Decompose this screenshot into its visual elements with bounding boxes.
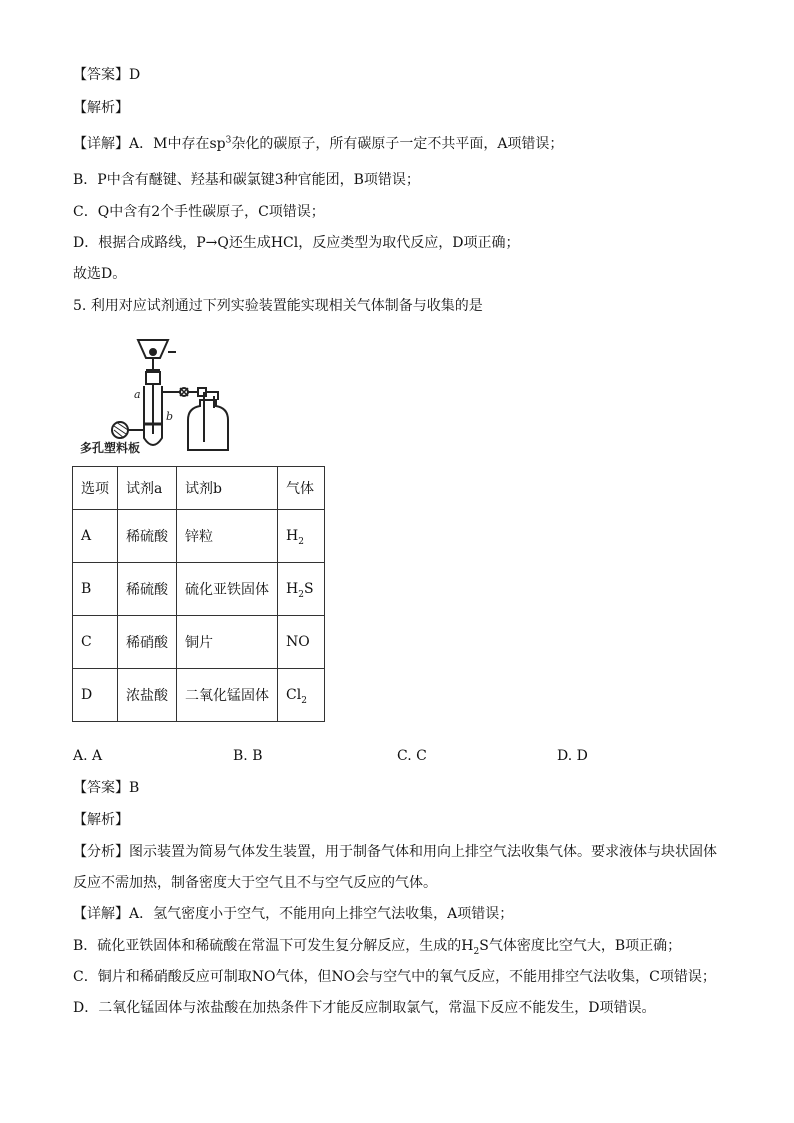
analysis-label-prev: [73, 98, 129, 118]
header-gas: 气体: [278, 467, 325, 510]
detail-b-post: S气体密度比空气大，B项正确；: [479, 938, 682, 954]
cell-reagent-a: 稀硫酸: [118, 510, 177, 563]
header-reagent-a: 试剂a: [118, 467, 177, 510]
answer-line: [73, 778, 139, 798]
choice-d: D. D: [557, 748, 588, 764]
cell-option: C: [73, 616, 118, 669]
question-stem: [73, 296, 483, 316]
cell-reagent-a: 稀硝酸: [118, 616, 177, 669]
answer-line-prev: [73, 65, 140, 85]
gas-sub: 2: [301, 695, 307, 706]
choice-c: C. C: [397, 748, 427, 764]
gas-main: Cl: [286, 687, 302, 703]
table-header-row: [73, 467, 325, 510]
gas-sub: 2: [298, 589, 304, 600]
detail-b-line: [73, 936, 681, 956]
gas-tail: S: [303, 581, 314, 597]
choice-a: A. A: [73, 748, 103, 764]
collection-bottle-icon: [188, 400, 228, 450]
cell-gas: [278, 669, 325, 722]
detail-a-sup: 3: [225, 135, 232, 146]
detail-label: 【详解】: [73, 136, 129, 152]
cell-reagent-a: 浓盐酸: [118, 669, 177, 722]
cell-gas: [278, 510, 325, 563]
header-option: 选项: [73, 467, 118, 510]
detail-a-line: [73, 904, 513, 924]
question-text: 利用对应试剂通过下列实验装置能实现相关气体制备与收集的是: [90, 298, 483, 314]
analysis-label: 【解析】: [73, 100, 129, 116]
header-reagent-b: 试剂b: [177, 467, 278, 510]
analysis-head: 【分析】: [73, 844, 129, 860]
answer-value: B: [129, 780, 140, 796]
detail-a-post: 杂化的碳原子，所有碳原子一定不共平面，A项错误；: [231, 136, 564, 152]
cell-gas: [278, 563, 325, 616]
gas-main: NO: [286, 634, 310, 650]
apparatus-figure: [78, 330, 278, 458]
label-a: a: [134, 388, 141, 401]
cell-reagent-b: 铜片: [177, 616, 278, 669]
cell-reagent-b: 二氧化锰固体: [177, 669, 278, 722]
analysis-label-line: [73, 810, 129, 830]
table-row: [73, 616, 325, 669]
answer-label: 【答案】: [73, 780, 129, 796]
detail-b-pre: B．硫化亚铁固体和稀硫酸在常温下可发生复分解反应，生成的H: [73, 938, 474, 954]
cell-option: A: [73, 510, 118, 563]
cell-gas: [278, 616, 325, 669]
detail-a-prev: [73, 134, 563, 154]
gas-main: H: [286, 528, 299, 544]
analysis-text-1: 图示装置为简易气体发生装置，用于制备气体和用向上排空气法收集气体。要求液体与块状固体: [129, 844, 717, 860]
table-row: [73, 669, 325, 722]
detail-b-sub: 2: [473, 946, 480, 957]
detail-d-line: D．二氧化锰固体与浓盐酸在加热条件下才能反应制取氯气，常温下反应不能发生，D项错误。: [73, 1000, 656, 1016]
options-table: [72, 466, 325, 722]
gas-sub: 2: [298, 536, 304, 547]
label-b: b: [166, 410, 174, 423]
plate-label: 多孔塑料板: [80, 441, 141, 455]
answer-label: 【答案】: [73, 67, 129, 83]
answer-value: D: [129, 67, 141, 83]
detail-d-prev: D．根据合成路线，P→Q还生成HCl，反应类型为取代反应，D项正确；: [73, 235, 520, 251]
gas-main: H: [286, 581, 299, 597]
detail-b-prev: B．P中含有醚键、羟基和碳氯键3种官能团，B项错误；: [73, 172, 420, 188]
cell-option: D: [73, 669, 118, 722]
question-number: 5.: [73, 298, 87, 314]
conclusion-prev: 故选D。: [73, 266, 127, 282]
detail-c-prev: C．Q中含有2个手性碳原子，C项错误；: [73, 204, 325, 220]
table-row: [73, 563, 325, 616]
detail-a-pre: A．M中存在sp: [129, 136, 226, 152]
cell-reagent-a: 稀硫酸: [118, 563, 177, 616]
choice-b: B. B: [233, 748, 263, 764]
analysis-line-1: [73, 842, 717, 862]
cell-reagent-b: 锌粒: [177, 510, 278, 563]
table-row: [73, 510, 325, 563]
detail-a: A．氢气密度小于空气，不能用向上排空气法收集，A项错误；: [129, 906, 514, 922]
detail-c-line: C．铜片和稀硝酸反应可制取NO气体，但NO会与空气中的氧气反应，不能用排空气法收集，C项错误；: [73, 969, 716, 985]
analysis-line-2: 反应不需加热，制备密度大于空气且不与空气反应的气体。: [73, 875, 437, 891]
analysis-label: 【解析】: [73, 812, 129, 828]
cell-option: B: [73, 563, 118, 616]
detail-label: 【详解】: [73, 906, 129, 922]
cell-reagent-b: 硫化亚铁固体: [177, 563, 278, 616]
